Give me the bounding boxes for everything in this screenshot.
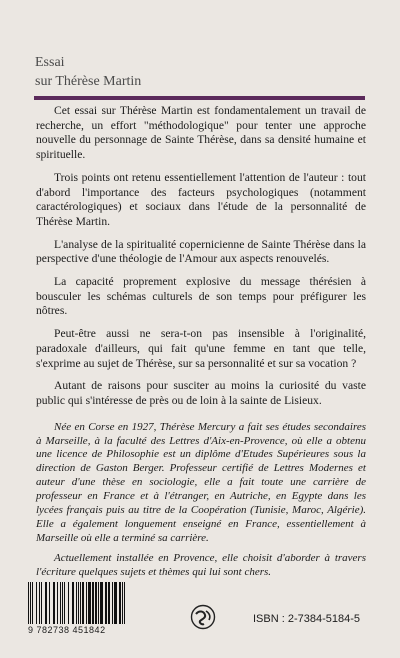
barcode-digits: 9 782738 451842: [28, 625, 106, 635]
paragraph: Autant de raisons pour susciter au moins la curiosité du vaste public qui s'intéresse de près ou de loin à la sainte de Lisieux.: [36, 379, 366, 407]
paragraph: Trois points ont retenu essentiellement l'attention de l'auteur : tout d'abord l'importance des facteurs psychologiques (notamment caractérologiques) et sociaux dans l'étude de la personnalité de Thérèse Martin.: [36, 170, 366, 228]
paragraph: L'analyse de la spiritualité copernicienne de Sainte Thérèse dans la perspective d'une théologie de l'Amour aux aspects renouvelés.: [36, 237, 366, 266]
title-line-2: sur Thérèse Martin: [35, 74, 142, 89]
bio-paragraph: Actuellement installée en Provence, elle choisit d'aborder à travers l'écriture quelques sujets et thèmes qui lui sont chers.: [36, 551, 366, 578]
publisher-logo-icon: [190, 604, 216, 630]
paragraph: Cet essai sur Thérèse Martin est fondamentalement un travail de recherche, un effort "méthodologique" pour tenter une approche nouvelle du personnage de Sainte Thérèse, dans sa densité humaine et spirituelle.: [36, 104, 366, 162]
bio-paragraph: Née en Corse en 1927, Thérèse Mercury a fait ses études secondaires à Marseille, à la faculté des Lettres d'Aix-en-Provence, où elle a obtenu une licence de Philosophie est un diplôme d'Etudes Supérieures sous la direction de Gaston Berger. Professeur certifié de Lettres Modernes et auteur d'une thèse en sociologie, elle a fait toute une carrière de professeur en France et à l'étranger, en Autriche, en Egypte dans les lycées français puis au titre de la Coopération (Tunisie, Maroc, Algérie). Elle a également longuement enseigné en France, essentiellement à Marseille où elle a terminé sa carrière.: [36, 420, 366, 544]
author-bio: [36, 421, 366, 580]
title-divider: [34, 96, 365, 100]
barcode-bar: [124, 582, 125, 624]
isbn-label: ISBN : 2-7384-5184-5: [253, 613, 361, 625]
barcode-bars: [28, 582, 158, 624]
title-line-1: Essai: [35, 55, 65, 70]
book-title: [35, 53, 141, 91]
paragraph: Peut-être aussi ne sera-t-on pas insensible à l'originalité, paradoxale d'ailleurs, qui fait qu'une femme en tant que telle, s'exprime au sujet de Thérèse, sur sa personnalité et sur sa vocation ?: [36, 327, 366, 370]
blurb-text: [36, 104, 366, 586]
barcode: [28, 582, 158, 638]
paragraph: La capacité proprement explosive du message thérésien à bousculer les schémas culturels de son temps pour préfigurer les nôtres.: [36, 275, 366, 318]
